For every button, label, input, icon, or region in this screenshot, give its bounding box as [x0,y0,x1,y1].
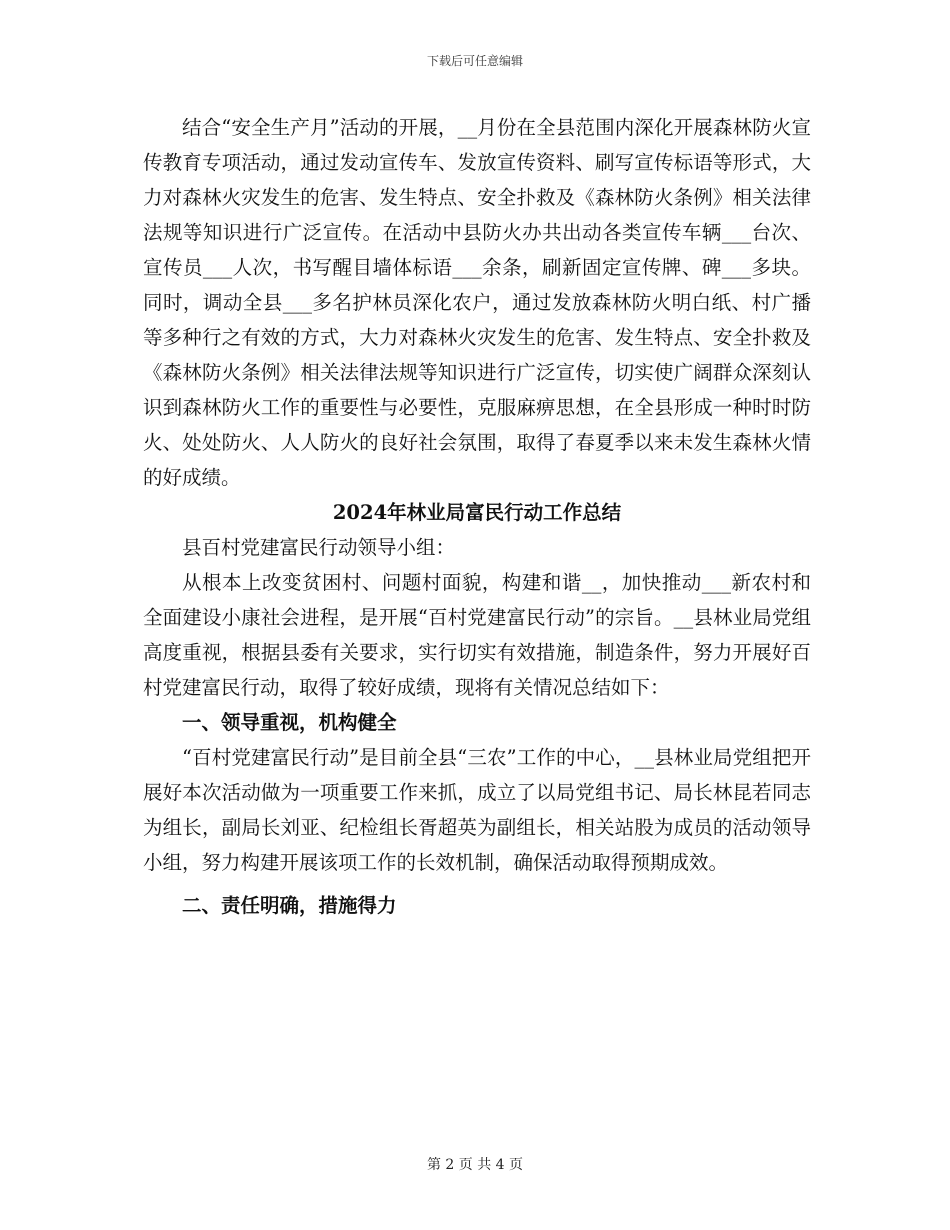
section-heading-1: 一、领导重视，机构健全 [182,711,397,734]
page-footer: 第 2 页 共 4 页 [426,1157,524,1173]
page-header: 下载后可任意编辑 [426,54,523,68]
paragraph-intro: 从根本上改变贫困村、问题村面貌，构建和谐__，加快推动___新农村和全面建设小康社会进程，是开展“百村党建富民行动”的宗旨。__县林业局党组高度重视，根据县委有关要求，实行切实有效措施，制造条件，努力开展好百村党建富民行动，取得了较好成绩，现将有关情况总结如下： [143,571,811,699]
paragraph-fire-prevention: 结合“安全生产月”活动的开展，__月份在全县范围内深化开展森林防火宣传教育专项活动，通过发动宣传车、发放宣传资料、刷写宣传标语等形式，大力对森林火灾发生的危害、发生特点、安全扑救及《森林防火条例》相关法律法规等知识进行广泛宣传。在活动中县防火办共出动各类宣传车辆___台次、宣传员___人次，书写醒目墙体标语___余条，刷新固定宣传牌、碑___多块。同时，调动全县___多名护林员深化农户，通过发放森林防火明白纸、村广播等多种行之有效的方式，大力对森林火灾发生的危害、发生特点、安全扑救及《森林防火条例》相关法律法规等知识进行广泛宣传，切实使广阔群众深刻认识到森林防火工作的重要性与必要性，克服麻痹思想，在全县形成一种时时防火、处处防火、人人防火的良好社会氛围，取得了春夏季以来未发生森林火情的好成绩。 [143,116,811,489]
document-body [143,110,811,923]
paragraph-leadership: “百村党建富民行动”是目前全县“三农”工作的中心，__县林业局党组把开展好本次活动做为一项重要工作来抓，成立了以局党组书记、局长林昆若同志为组长，副局长刘亚、纪检组长胥超英为副组长，相关站股为成员的活动领导小组，努力构建开展该项工作的长效机制，确保活动取得预期成效。 [143,746,811,874]
document-title: 2024年林业局富民行动工作总结 [332,501,622,524]
salutation: 县百村党建富民行动领导小组： [182,536,456,559]
section-heading-2: 二、责任明确，措施得力 [182,894,397,917]
